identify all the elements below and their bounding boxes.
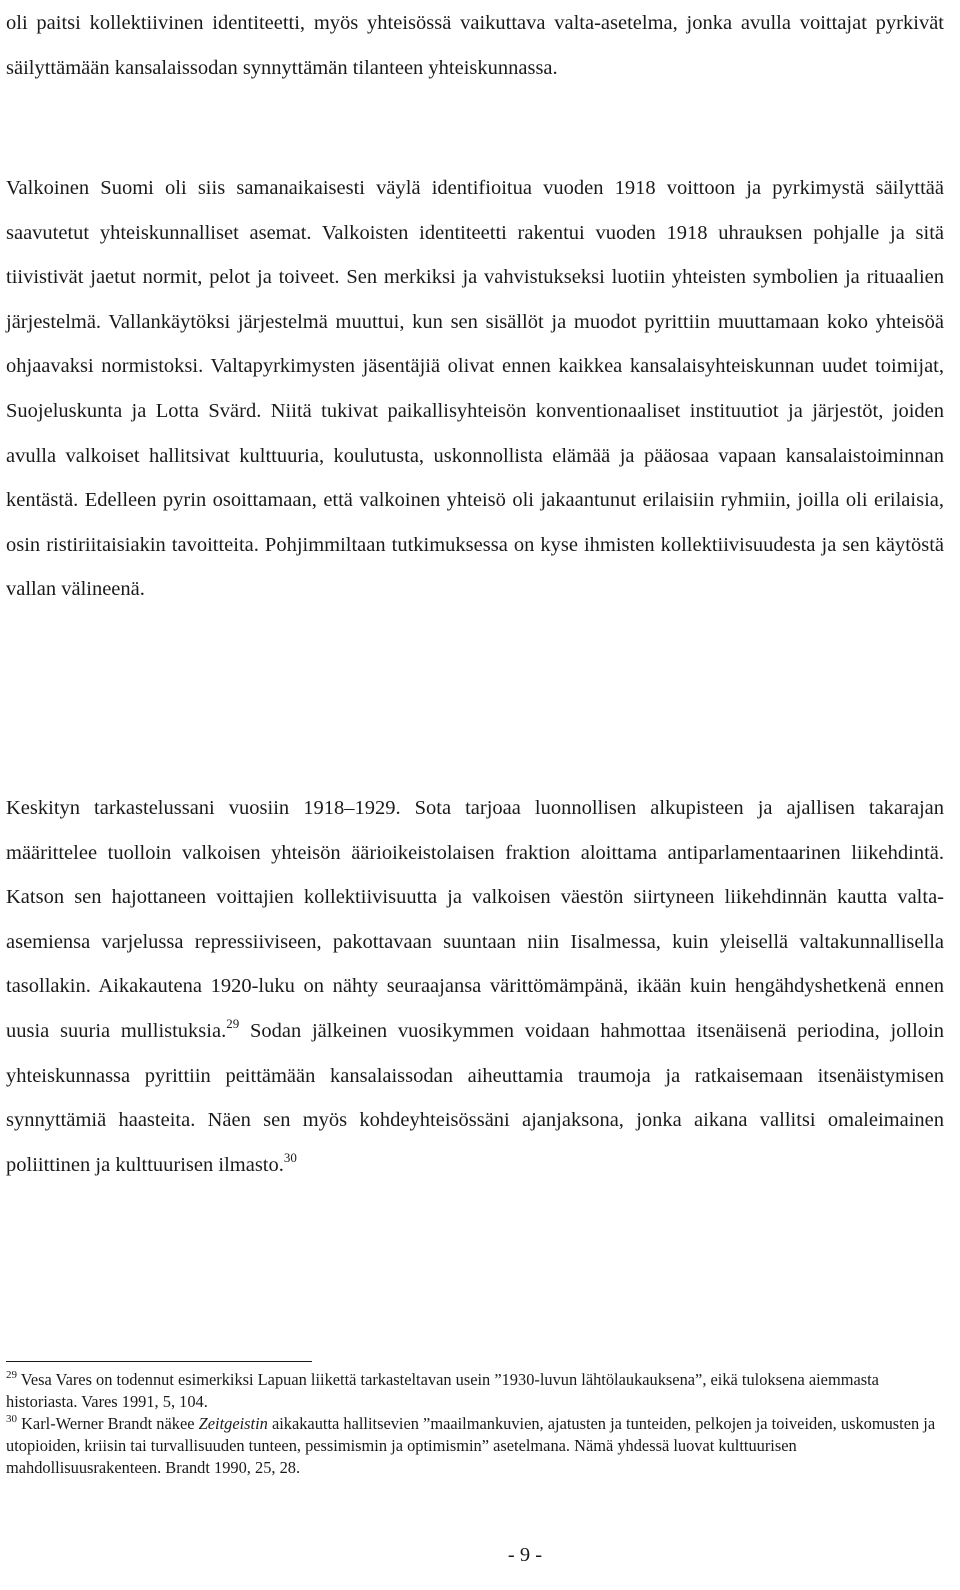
paragraph-1-text: oli paitsi kollektiivinen identiteetti, myös yhteisössä vaikuttava valta-asetelma, jonka avulla voittajat pyrkivät säilyttämään kansalaissodan synnyttämän tilanteen yhteiskunnassa. xyxy=(6,12,944,79)
paragraph-1 xyxy=(6,1,944,90)
paragraph-3 xyxy=(6,786,944,1187)
footnote-29 xyxy=(6,1369,944,1413)
footnote-ref-29[interactable]: 29 xyxy=(226,1015,240,1031)
footnote-30-number: 30 xyxy=(6,1413,17,1425)
paragraph-2 xyxy=(6,166,944,612)
footnote-ref-30[interactable]: 30 xyxy=(283,1149,297,1165)
page-number: - 9 - xyxy=(507,1544,543,1566)
footnotes xyxy=(6,1369,944,1479)
paragraph-2-text: Valkoinen Suomi oli siis samanaikaisesti väylä identifioitua vuoden 1918 voittoon ja pyrkimystä säilyttää saavutetut yhteiskunnalliset asemat. Valkoisten identiteetti rakentui vuoden 1918 uhrauksen pohjalle ja sitä tiivistivät jaetut normit, pelot ja toiveet. Sen merkiksi ja vahvistukseksi luotiin yhteisten symbolien ja rituaalien järjestelmä. Vallankäytöksi järjestelmä muuttui, kun sen sisällöt ja muodot pyrittiin muuttamaan koko yhteisöä ohjaavaksi normistoksi. Valtapyrkimysten jäsentäjiä olivat ennen kaikkea kansalaisyhteiskunnan uudet toimijat, Suojeluskunta ja Lotta Svärd. Niitä tukivat paikallisyhteisön konventionaaliset instituutiot ja järjestöt, joiden avulla valkoiset hallitsivat kulttuuria, koulutusta, uskonnollista elämää ja pääosaa vapaan kansalaistoiminnan kentästä. Edelleen pyrin osoittamaan, että valkoinen yhteisö oli jakaantunut erilaisiin ryhmiin, joilla oli erilaisia, osin ristiriitaisiakin tavoitteita. Pohjimmiltaan tutkimuksessa on kyse ihmisten kollektiivisuudesta ja sen käytöstä vallan välineenä. xyxy=(6,177,944,601)
paragraph-3-text-b: Sodan jälkeinen vuosikymmen voidaan hahmottaa itsenäisenä periodina, jolloin yhteiskunnassa pyrittiin peittämään kansalaissodan aiheuttamia traumoja ja ratkaisemaan itsenäistymisen synnyttämiä haasteita. Näen sen myös kohdeyhteisössäni ajanjaksona, jonka aikana vallitsi omaleimainen poliittinen ja kulttuurisen ilmasto. xyxy=(6,1019,944,1176)
footnote-30-italic-term: Zeitgeistin xyxy=(198,1414,268,1433)
footnote-29-number: 29 xyxy=(6,1369,17,1381)
footnote-30-text-before: Karl-Werner Brandt näkee xyxy=(17,1414,199,1433)
paragraph-3-text-a: Keskityn tarkastelussani vuosiin 1918–1929. Sota tarjoaa luonnollisen alkupisteen ja ajallisen takarajan määrittelee tuolloin valkoisen yhteisön äärioikeistolaisen fraktion aloittama antiparlamentaarinen liikehdintä. Katson sen hajottaneen voittajien kollektiivisuutta ja valkoisen väestön siirtyneen liikehdinnän kautta valta-asemiensa varjelussa repressiiviseen, pakottavaan suuntaan niin Iisalmessa, kuin yleisellä valtakunnallisella tasollakin. Aikakautena 1920-luku on nähty seuraajansa värittömämpänä, ikään kuin hengähdyshetkenä ennen uusia suuria mullistuksia. xyxy=(6,797,944,1042)
footnote-divider xyxy=(6,1361,312,1362)
footnote-30 xyxy=(6,1413,944,1479)
footnote-29-text: Vesa Vares on todennut esimerkiksi Lapuan liikettä tarkasteltavan usein ”1930-luvun lähtölaukauksena”, eikä tuloksena aiemmasta historiasta. Vares 1991, 5, 104. xyxy=(6,1370,879,1411)
footnote-30-text-after: aikakautta hallitsevien ”maailmankuvien, ajatusten ja tunteiden, pelkojen ja toiveiden, uskomusten ja utopioiden, kriisin tai turvallisuuden tunteen, pessimismin ja optimismin” asetelmana. Nämä yhdessä luovat kulttuurisen mahdollisuusrakenteen. Brandt 1990, 25, 28. xyxy=(6,1414,936,1477)
